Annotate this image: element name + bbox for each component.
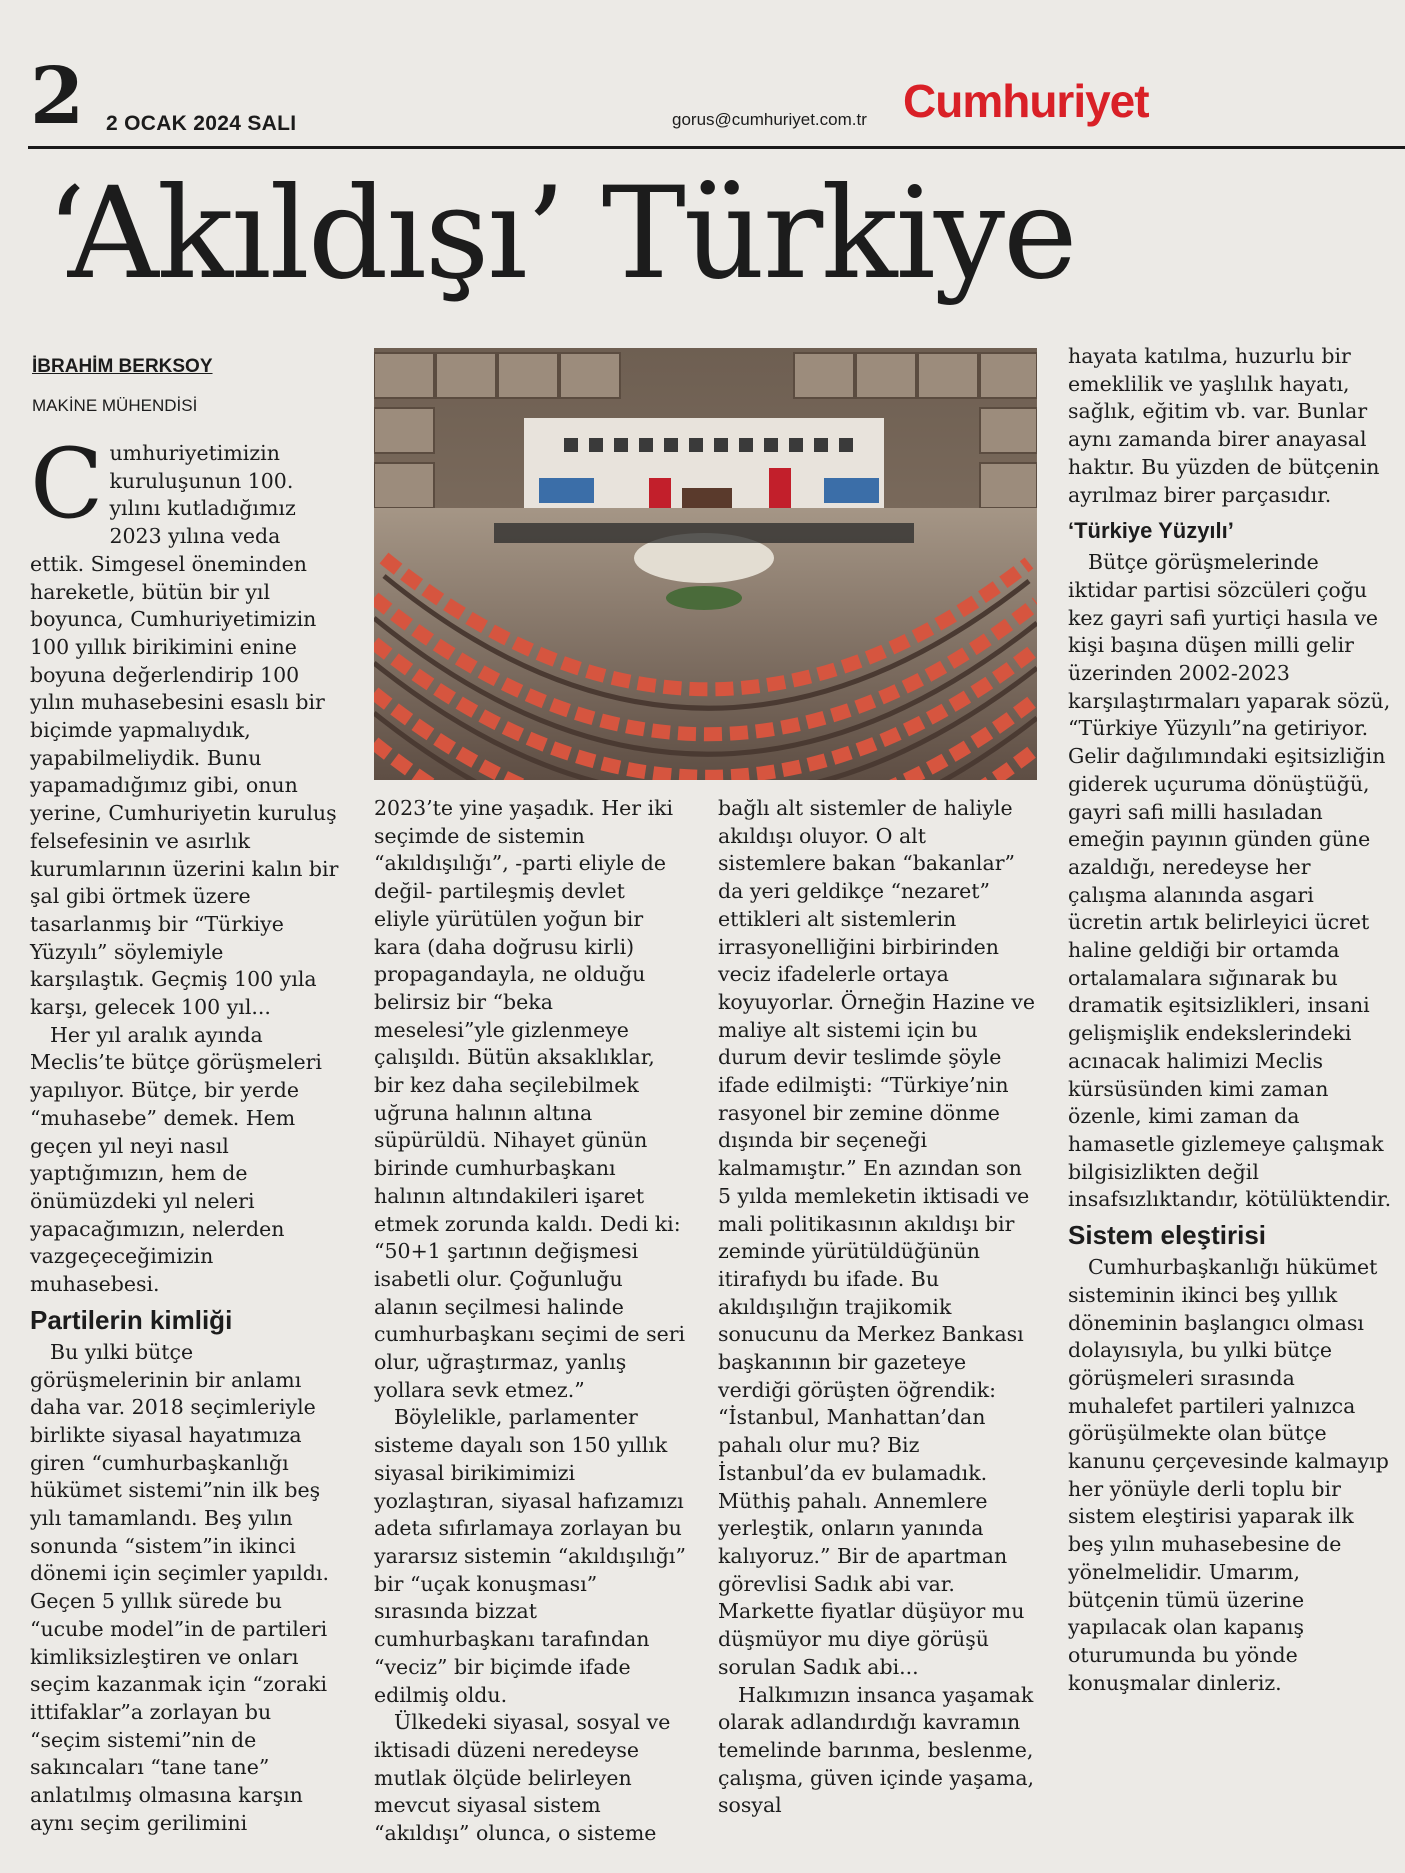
parliament-photo-graphic [374,348,1037,780]
paragraph: hayata katılma, huzurlu bir emeklilik ve yaşlılık hayatı, sağlık, eğitim vb. var. Bunlar aynı zamanda birer anayasal haktır. Bu yüzden de bütçenin ayrılmaz birer parçasıdır. [1068,344,1380,507]
author-role: MAKİNE MÜHENDİSİ [32,396,198,415]
parliament-chamber-photo [374,348,1037,780]
paragraph: Ülkedeki siyasal, sosyal ve iktisadi düzeni neredeyse mutlak ölçüde belirleyen mevcut siyasal sistem “akıldışı” olunca, o sisteme [374,1710,671,1846]
author-name: İBRAHİM BERKSOY [32,356,213,377]
article-column-4 [1068,343,1394,1697]
paragraph: Cumhurbaşkanlığı hükümet sisteminin ikinci beş yıllık döneminin başlangıcı olması dolayısıyla, bu yılki bütçe görüşmeleri sırasında muhalefet partileri yalnızca görüşülmekte olan bütçe kanunu çerçevesinde kalmayıp her yönüyle derli toplu bir sistem eleştirisi yaparak ilk beş yılın muhasebesine de yönelmelidir. Umarım, bütçenin tümü üzerine yapılacak olan kapanış oturumunda bu yönde konuşmalar dinleriz. [1068,1255,1389,1695]
article-column-1 [30,428,340,1837]
page-number: 2 [30,51,85,142]
section-heading: Sistem eleştirisi [1068,1220,1266,1251]
issue-date: 2 OCAK 2024 SALI [106,112,297,135]
paragraph: Halkımızın insanca yaşamak olarak adlandırdığı kavramın temelinde barınma, beslenme, çalışma, güven içinde yaşama, sosyal [718,1682,1035,1818]
article-headline: ‘Akıldışı’ Türkiye [46,160,1076,307]
article-column-2 [374,795,686,1848]
contact-email: gorus@cumhuriyet.com.tr [672,110,867,129]
article-column-3 [718,795,1038,1820]
newspaper-logo: Cumhuriyet [903,75,1149,127]
section-subheading: ‘Türkiye Yüzyılı’ [1068,518,1234,544]
paragraph: Bütçe görüşmelerinde iktidar partisi sözcüleri çoğu kez gayri safi yurtiçi hasıla ve kişi başına düşen milli gelir üzerinden 2002-2023 karşılaştırmaları yaparak sözü, “Türkiye Yüzyılı”na getiriyor. Gelir dağılımındaki eşitsizliğin giderek uçuruma dönüştüğü, gayri safi milli hasıladan emeğin payının günden güne azaldığı, neredeyse her çalışma alanında asgari ücretin artık belirleyici ücret haline geldiği bir ortamda ortalamalara sığınarak bu dramatik eşitsizlikleri, insani gelişmişlik endekslerindeki acınacak halimizi Meclis kürsüsünden kimi zaman özenle, kimi zaman da hamasetle gizlemeye çalışmak bilgisizlikten değil insafsızlıktandır, kötülüktendir. [1068,550,1392,1212]
paragraph: umhuriyetimizin kuruluşunun 100. yılını kutladığımız 2023 yılına veda ettik. Simgesel öneminden hareketle, bütün bir yıl boyunca, Cumhuriyetimizin 100 yıllık birikimini enine boyuna değerlendirip 100 yılın muhasebesini esaslı bir biçimde yapmalıydık, yapabilmeliydik. Bunu yapamadığımız gibi, onun yerine, Cumhuriyetin kuruluş felsefesinin ve asırlık kurumlarının üzerini kalın bir şal gibi örtmek üzere tasarlanmış bir “Türkiye Yüzyılı” söylemiyle karşılaştık. Geçmiş 100 yıla karşı, gelecek 100 yıl... [30,441,339,1020]
paragraph: Bu yılki bütçe görüşmelerinin bir anlamı daha var. 2018 seçimleriyle birlikte siyasal hayatımıza giren “cumhurbaşkanlığı hükümet sistemi”nin ilk beş yılı tamamlandı. Beş yılın sonunda “sistem”in ikinci dönemi için seçimler yapıldı. Geçen 5 yıllık sürede bu “ucube model”in de partileri kimliksizleştiren ve onları seçim kazanmak için “zoraki ittifaklar”a zorlayan bu “seçim sistemi”nin de sakıncaları “tane tane” anlatılmış olmasına karşın aynı seçim gerilimini [30,1339,329,1835]
section-heading: Partilerin kimliği [30,1304,233,1335]
paragraph: Her yıl aralık ayında Meclis’te bütçe görüşmeleri yapılıyor. Bütçe, bir yerde “muhasebe” demek. Hem geçen yıl neyi nasıl yaptığımızın, hem de önümüzdeki yıl neleri yapacağımızın, nelerden vazgeçeceğimizin muhasebesi. [30,1022,322,1297]
paragraph: bağlı alt sistemler de haliyle akıldışı oluyor. O alt sistemlere bakan “bakanlar” da yeri geldikçe “nezaret” ettikleri alt sistemlerin irrasyonelliğini birbirinden veciz ifadelerle ortaya koyuyorlar. Örneğin Hazine ve maliye alt sistemi için bu durum devir teslimde şöyle ifade edilmişti: “Türkiye’nin rasyonel bir zemine dönme dışında bir seçeneği kalmamıştır.” En azından son 5 yılda memleketin iktisadi ve mali politikasının akıldışı bir zeminde yürütüldüğünün itirafıydı bu ifade. Bu akıldışılığın trajikomik sonucunu da Merkez Bankası başkanının bir gazeteye verdiği görüşten öğrendik: “İstanbul, Manhattan’dan pahalı olur mu? Biz İstanbul’da ev bulamadık. Müthiş pahalı. Annemlere yerleştik, onların yanında kalıyoruz.” Bir de apartman görevlisi Sadık abi var. Markette fiyatlar düşüyor mu düşmüyor mu diye görüşü sorulan Sadık abi... [718,796,1035,1679]
masthead-rule [28,146,1405,149]
drop-cap: C [30,428,104,540]
paragraph: Böylelikle, parlamenter sisteme dayalı son 150 yıllık siyasal birikimimizi yozlaştıran, siyasal hafızamızı adeta sıfırlamaya zorlayan bu yararsız sistemin “akıldışılığı” bir “uçak konuşması” sırasında bizzat cumhurbaşkanı tarafından “veciz” bir biçimde ifade edilmiş oldu. [374,1405,686,1707]
paragraph: 2023’te yine yaşadık. Her iki seçimde de sistemin “akıldışılığı”, -parti eliyle de değil- partileşmiş devlet eliyle yürütülen yoğun bir kara (daha doğrusu kirli) propagandayla, ne olduğu belirsiz bir “beka meselesi”yle gizlenmeye çalışıldı. Bütün aksaklıklar, bir kez daha seçilebilmek uğruna halının altına süpürüldü. Nihayet günün birinde cumhurbaşkanı halının altındakileri işaret etmek zorunda kaldı. Dedi ki: “50+1 şartının değişmesi isabetli olur. Çoğunluğu alanın seçilmesi halinde cumhurbaşkanı seçimi de seri olur, uğraştırmaz, yanlış yollara sevk etmez.” [374,796,686,1402]
